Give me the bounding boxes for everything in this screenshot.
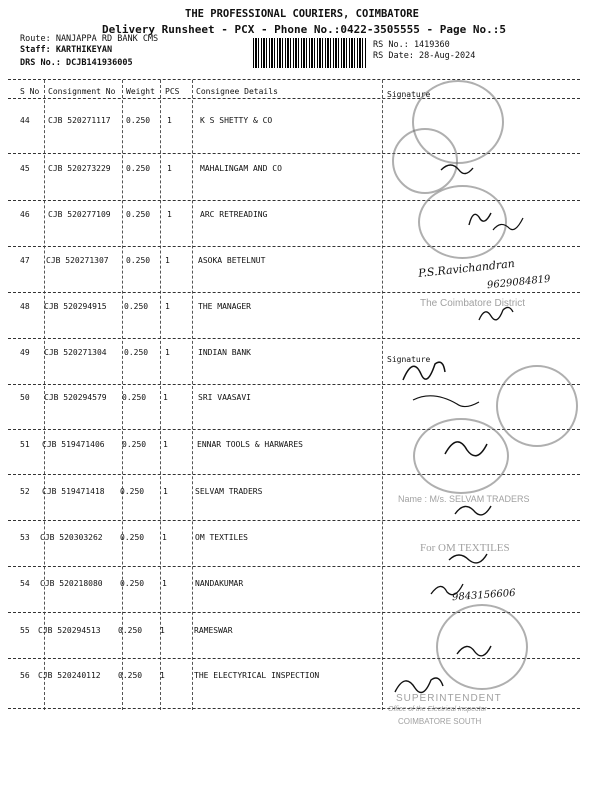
row-pcs: 1 — [162, 533, 167, 542]
row-sno: 52 — [20, 487, 30, 496]
row-pcs: 1 — [167, 210, 172, 219]
row-weight: 0.250 — [118, 671, 143, 680]
row-pcs: 1 — [160, 626, 165, 635]
row-consignee: RAMESWAR — [194, 626, 233, 635]
route-label: Route: NANJAPPA RD BANK CMS — [20, 34, 159, 44]
row-sno: 54 — [20, 579, 30, 588]
row-consignment: CJB 520240112 — [38, 671, 101, 680]
col-header-consignment: Consignment No — [48, 87, 116, 96]
row-weight: 0.250 — [118, 626, 143, 635]
row-sno: 49 — [20, 348, 30, 357]
row-weight: 0.250 — [120, 487, 145, 496]
row-sno: 48 — [20, 302, 30, 311]
col-header-sno: S No — [20, 87, 40, 96]
row-consignee: ARC RETREADING — [200, 210, 268, 219]
staff-label: Staff: KARTHIKEYAN — [20, 45, 113, 55]
row-weight: 0.250 — [124, 348, 149, 357]
superintendent-stamp: SUPERINTENDENT — [396, 693, 502, 704]
row-pcs: 1 — [162, 579, 167, 588]
row-consignment: CJB 520294915 — [44, 302, 107, 311]
company-title: THE PROFESSIONAL COURIERS, COIMBATORE — [185, 8, 419, 20]
row-weight: 0.250 — [126, 210, 151, 219]
row-weight: 0.250 — [126, 164, 151, 173]
row-consignee: K S SHETTY & CO — [200, 116, 273, 125]
row-pcs: 1 — [163, 487, 168, 496]
handwritten-signatures — [383, 80, 583, 710]
col-header-weight: Weight — [126, 87, 155, 96]
handwritten-phone: 9629084819 — [486, 273, 552, 292]
row-consignment: CJB 520277109 — [48, 210, 111, 219]
row-weight: 0.250 — [126, 116, 151, 125]
row-pcs: 1 — [160, 671, 165, 680]
col-header-consignee: Consignee Details — [196, 87, 278, 96]
row-sno: 46 — [20, 210, 30, 219]
coimbatore-south-stamp: COIMBATORE SOUTH — [398, 717, 482, 726]
row-consignee: SRI VAASAVI — [198, 393, 251, 402]
handwritten-phone: 9843156606 — [451, 587, 516, 604]
row-consignee: INDIAN BANK — [198, 348, 251, 357]
row-consignment: CJB 520273229 — [48, 164, 111, 173]
om-textiles-stamp-text: For OM TEXTILES — [420, 542, 510, 554]
row-pcs: 1 — [163, 393, 168, 402]
row-pcs: 1 — [165, 348, 170, 357]
row-consignment: CJB 520218080 — [40, 579, 103, 588]
row-consignment: CJB 520294579 — [44, 393, 107, 402]
selvam-stamp-text: Name : M/s. SELVAM TRADERS — [398, 494, 530, 504]
row-consignee: NANDAKUMAR — [195, 579, 244, 588]
row-weight: 0.250 — [120, 579, 145, 588]
row-pcs: 1 — [163, 440, 168, 449]
row-weight: 0.250 — [126, 256, 151, 265]
row-consignee: THE ELECTYRICAL INSPECTION — [194, 671, 320, 680]
row-consignment: CJB 520271117 — [48, 116, 111, 125]
col-header-pcs: PCS — [165, 87, 180, 96]
row-consignee: MAHALINGAM AND CO — [200, 164, 282, 173]
row-consignment: CJB 520271304 — [44, 348, 107, 357]
rs-date: RS Date: 28-Aug-2024 — [373, 51, 476, 61]
row-sno: 55 — [20, 626, 30, 635]
row-weight: 0.250 — [124, 302, 149, 311]
row-pcs: 1 — [167, 116, 172, 125]
row-weight: 0.250 — [122, 440, 147, 449]
row-consignee: ENNAR TOOLS & HARWARES — [197, 440, 303, 449]
row-consignee: SELVAM TRADERS — [195, 487, 263, 496]
row-consignment: CJB 519471406 — [42, 440, 105, 449]
row-pcs: 1 — [165, 302, 170, 311]
runsheet-heading: Delivery Runsheet - PCX - Phone No.:0422-3505555 - Page No.:5 — [102, 23, 506, 36]
rs-number: RS No.: 1419360 — [373, 40, 450, 50]
row-consignment: CJB 520294513 — [38, 626, 101, 635]
drs-number: DRS No.: DCJB141936005 — [20, 58, 133, 68]
faded-stamp-text: The Coimbatore District — [420, 298, 526, 309]
row-pcs: 1 — [165, 256, 170, 265]
row-weight: 0.250 — [122, 393, 147, 402]
row-sno: 44 — [20, 116, 30, 125]
signature-label: Signature — [387, 355, 431, 364]
row-sno: 51 — [20, 440, 30, 449]
barcode — [253, 38, 366, 68]
col-header-signature: Signature — [387, 90, 431, 99]
row-pcs: 1 — [167, 164, 172, 173]
row-weight: 0.250 — [120, 533, 145, 542]
row-consignee: THE MANAGER — [198, 302, 251, 311]
row-sno: 47 — [20, 256, 30, 265]
row-sno: 56 — [20, 671, 30, 680]
row-consignee: OM TEXTILES — [195, 533, 248, 542]
row-consignment: CJB 520303262 — [40, 533, 103, 542]
row-consignee: ASOKA BETELNUT — [198, 256, 266, 265]
row-sno: 53 — [20, 533, 30, 542]
row-consignment: CJB 519471418 — [42, 487, 105, 496]
office-stamp-text: Office of the Electrical Inspector — [388, 706, 487, 713]
row-sno: 45 — [20, 164, 30, 173]
handwritten-signer-name: P.S.Ravichandran — [417, 256, 516, 281]
row-sno: 50 — [20, 393, 30, 402]
row-consignment: CJB 520271307 — [46, 256, 109, 265]
